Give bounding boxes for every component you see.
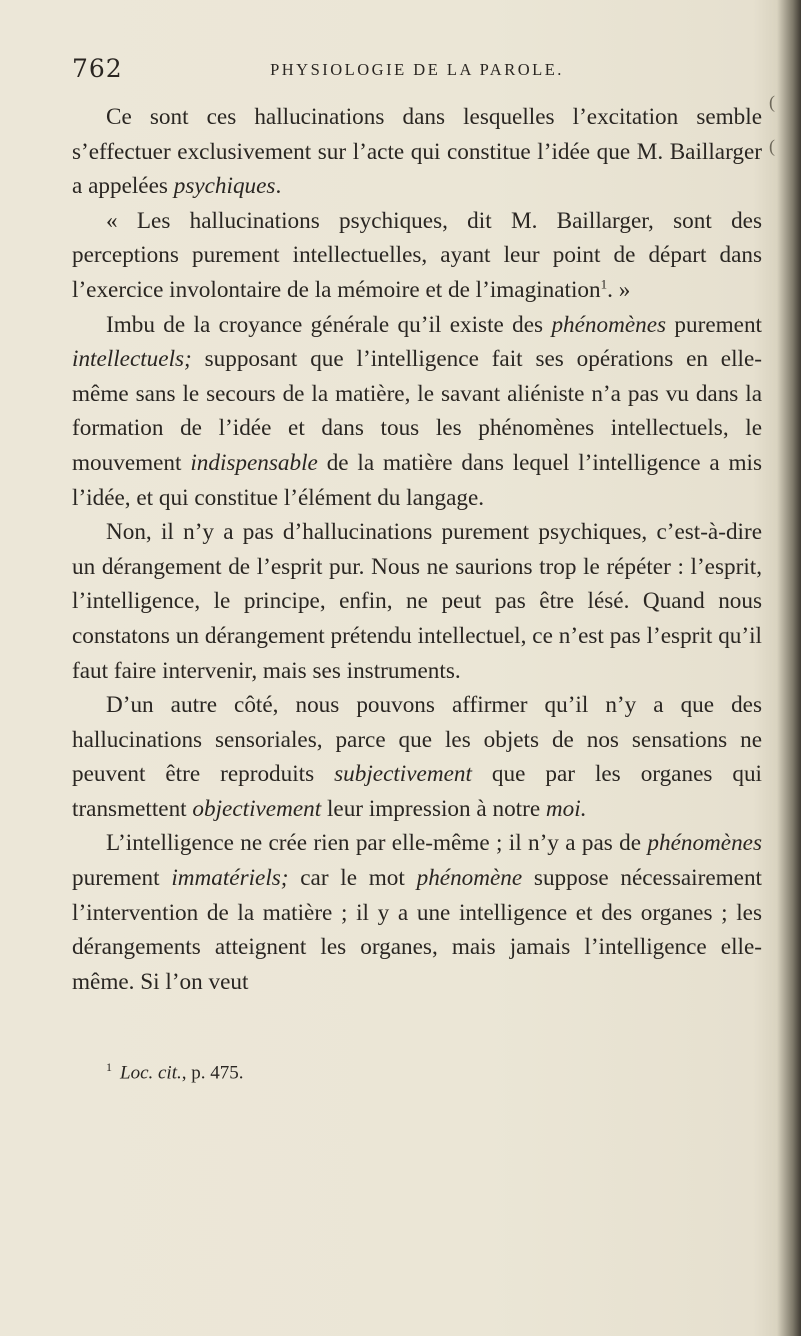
- italic-text: intellectuels;: [72, 346, 192, 373]
- italic-text: objectivement: [192, 795, 322, 822]
- italic-text: immatériels;: [171, 865, 289, 892]
- footnote-mark: 1: [106, 1060, 112, 1074]
- text-run: supposant que l’intelligence fait ses opérations en elle-même sans le secours de la matière, le savant aliéniste n’a pas vu dans la formation de l’idée et dans tous les phénomènes intellectuels, le mouvement: [72, 346, 762, 476]
- footnote-reference: 1: [600, 276, 608, 292]
- paragraph: [72, 204, 762, 308]
- italic-text: psychiques: [173, 173, 276, 200]
- footnote-page: , p. 475.: [181, 1062, 244, 1084]
- paragraph: [72, 308, 762, 516]
- paragraph: [72, 826, 762, 999]
- margin-mark: (: [769, 136, 775, 156]
- text-run: L’intelligence ne crée rien par elle-même ; il n’y a pas de: [106, 830, 648, 857]
- text-run: Imbu de la croyance générale qu’il existe des: [106, 311, 552, 338]
- text-run: .: [275, 173, 282, 200]
- text-run: purement: [72, 865, 172, 892]
- paragraph: [72, 688, 762, 826]
- italic-text: moi.: [545, 795, 587, 822]
- text-run: leur impression à notre: [321, 795, 546, 822]
- text-run: D’un autre côté, nous pouvons affirmer qu’il n’y a que des hallucinations sensoriales, parce que les objets de nos sensations ne peuvent être reproduits: [72, 692, 762, 788]
- italic-text: phénomènes: [551, 311, 667, 338]
- text-run: « Les hallucinations psychiques, dit M. Baillarger, sont des perceptions purement intellectuelles, ayant leur point de départ dans l’exercice involontaire de la mémoire et de l’imagination: [72, 207, 762, 303]
- italic-text: phénomène: [416, 865, 523, 892]
- body-text: [72, 100, 762, 999]
- italic-text: subjectivement: [334, 761, 472, 788]
- running-head: [72, 54, 762, 88]
- text-run: Non, il n’y a pas d’hallucinations purement psychiques, c’est-à-dire un dérangement de l’esprit pur. Nous ne saurions trop le répéter : l’esprit, l’intelligence, le principe, enfin, ne peut pas être lésé. Quand nous constatons un dérangement prétendu intellectuel, ce n’est pas l’esprit qu’il faut faire intervenir, mais ses instruments.: [72, 519, 762, 684]
- page-number: 762: [72, 54, 123, 83]
- text-run: car le mot: [288, 865, 417, 892]
- text-run: . »: [607, 276, 631, 303]
- paragraph: [72, 515, 762, 688]
- italic-text: phénomènes: [647, 830, 762, 857]
- italic-text: indispensable: [190, 449, 318, 476]
- text-run: que par les organes qui transmettent: [72, 761, 762, 822]
- text-run: suppose nécessairement l’intervention de la matière ; il y a une intelligence et des organes ; les dérangements atteignent les organes, mais jamais l’intelligence elle-même. Si l’on veut: [72, 865, 762, 995]
- running-title: PHYSIOLOGIE DE LA PAROLE.: [270, 60, 564, 79]
- text-run: purement: [666, 311, 762, 338]
- footnote-source: Loc. cit.: [120, 1062, 182, 1084]
- margin-mark: (: [769, 92, 775, 112]
- paragraph: [72, 100, 762, 204]
- text-run: de la matière dans lequel l’intelligence a mis l’idée, et qui constitue l’élément du langage.: [72, 449, 762, 511]
- text-run: Ce sont ces hallucinations dans lesquelles l’excitation semble s’effectuer exclusivement sur l’acte qui constitue l’idée que M. Baillarger a appelées: [72, 104, 762, 200]
- footnote: [106, 1060, 706, 1084]
